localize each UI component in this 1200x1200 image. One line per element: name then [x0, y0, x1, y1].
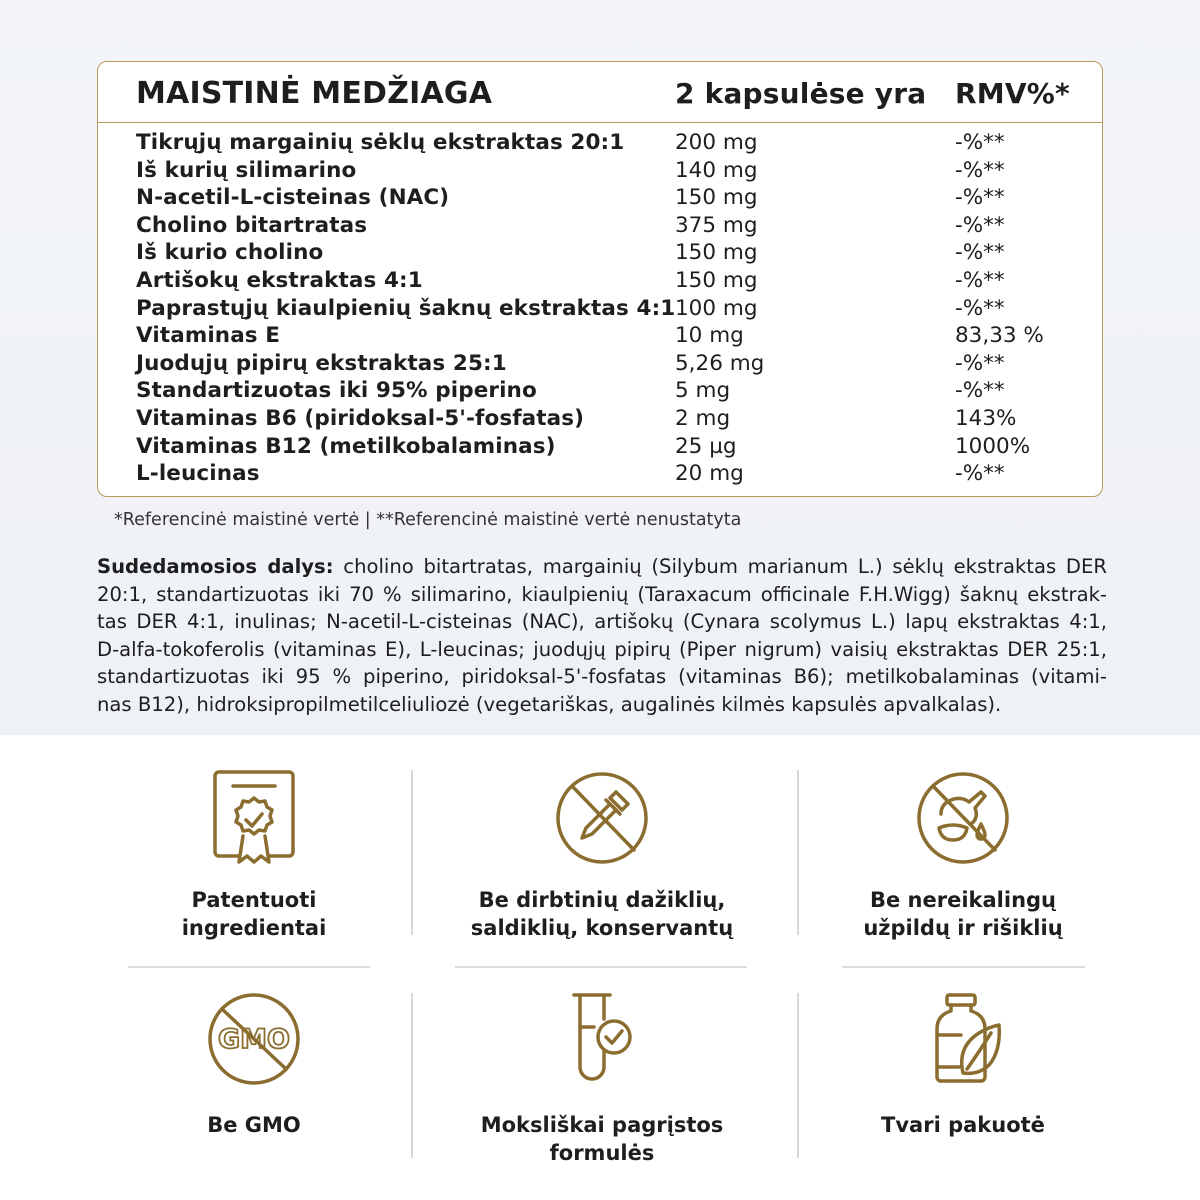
nutrient-rmv: -%**	[955, 185, 1005, 211]
nutrient-rmv: -%**	[955, 157, 1005, 183]
divider	[455, 966, 747, 968]
feature-label	[437, 1111, 767, 1167]
table-row	[98, 433, 1102, 461]
feature-label	[798, 1111, 1128, 1139]
nutrient-name: Artišokų ekstraktas 4:1	[136, 267, 423, 293]
feature-no-gmo	[89, 991, 419, 1139]
no-filler-icon	[915, 770, 1011, 866]
nutrient-name: Standartizuotas iki 95% piperino	[136, 378, 537, 404]
feature-label-line: Moksliškai pagrįstos	[480, 1113, 724, 1137]
table-row	[98, 377, 1102, 405]
table-row	[98, 212, 1102, 240]
divider	[128, 966, 370, 968]
nutrient-rmv: -%**	[955, 240, 1005, 266]
nutrient-name: Iš kurio cholino	[136, 240, 324, 266]
nutrient-rmv: 83,33 %	[955, 323, 1044, 349]
table-row	[98, 184, 1102, 212]
table-row	[98, 239, 1102, 267]
certificate-icon	[209, 770, 299, 866]
feature-label	[437, 886, 767, 942]
nutrient-name: Vitaminas B12 (metilkobalaminas)	[136, 433, 556, 459]
nutrient-amount: 150 mg	[675, 267, 758, 293]
nutrient-rmv: 1000%	[955, 433, 1031, 459]
nutrient-rmv: -%**	[955, 212, 1005, 238]
table-header	[98, 62, 1102, 123]
header-nutrient: MAISTINĖ MEDŽIAGA	[136, 76, 493, 111]
feature-label-line: Be dirbtinių dažiklių,	[478, 888, 726, 912]
ingredients-line: tas DER 4:1, inulinas; N-acetil-L-cisteinas (NAC), artišokų (Cynara scolymus L.) lapų ekstraktas 4:1,	[97, 610, 1107, 633]
header-amount: 2 kapsulėse yra	[675, 77, 927, 110]
test-tube-check-icon	[554, 991, 650, 1087]
nutrient-amount: 140 mg	[675, 157, 758, 183]
footnote: *Referencinė maistinė vertė | **Referencinė maistinė vertė nenustatyta	[114, 510, 742, 530]
nutrient-name: Iš kurių silimarino	[136, 157, 357, 183]
table-row	[98, 460, 1102, 488]
feature-label-line: Be nereikalingų	[869, 888, 1057, 912]
feature-science-based	[437, 991, 767, 1167]
nutrient-name: Vitaminas B6 (piridoksal-5'-fosfatas)	[136, 405, 585, 431]
feature-label-line: Patentuoti	[191, 888, 317, 912]
gmo-text: GMO	[218, 1024, 290, 1055]
table-row	[98, 350, 1102, 378]
nutrient-rmv: -%**	[955, 350, 1005, 376]
nutrient-rmv: -%**	[955, 461, 1005, 487]
ingredients-text	[97, 553, 1107, 718]
feature-label-line: Be GMO	[207, 1113, 301, 1137]
feature-label	[89, 886, 419, 942]
nutrient-rmv: 143%	[955, 405, 1017, 431]
feature-label-line: užpildų ir rišiklių	[863, 916, 1063, 940]
ingredients-line: 20:1, standartizuotas iki 70 % silimarino, kiaulpienių (Taraxacum officinale F.H.Wigg) šaknų ekstrak-	[97, 582, 1107, 606]
table-row	[98, 267, 1102, 295]
nutrient-name: Paprastųjų kiaulpienių šaknų ekstraktas 4:1	[136, 295, 676, 321]
no-dropper-icon	[554, 770, 650, 866]
nutrient-amount: 10 mg	[675, 323, 744, 349]
nutrient-rmv: -%**	[955, 267, 1005, 293]
nutrition-table	[97, 61, 1103, 497]
nutrient-rmv: -%**	[955, 378, 1005, 404]
nutrient-amount: 100 mg	[675, 295, 758, 321]
nutrient-rmv: -%**	[955, 295, 1005, 321]
table-row	[98, 129, 1102, 157]
feature-no-fillers	[798, 770, 1128, 942]
nutrient-name: Juodųjų pipirų ekstraktas 25:1	[136, 350, 507, 376]
ingredients-label: Sudedamosios dalys:	[97, 555, 334, 578]
feature-label-line: saldiklių, konservantų	[470, 916, 734, 940]
feature-label	[798, 886, 1128, 942]
table-row	[98, 322, 1102, 350]
nutrient-rmv: -%**	[955, 130, 1005, 155]
feature-label	[89, 1111, 419, 1139]
nutrient-amount: 20 mg	[675, 461, 744, 487]
ingredients-line	[97, 553, 1107, 581]
nutrient-amount: 150 mg	[675, 185, 758, 211]
header-rmv: RMV%*	[955, 77, 1070, 110]
table-body	[98, 129, 1102, 488]
table-row	[98, 157, 1102, 185]
nutrient-amount: 375 mg	[675, 212, 758, 238]
nutrient-name: L-leucinas	[136, 461, 260, 487]
ingredients-line: nas B12), hidroksipropilmetilceliuliozė (vegetariškas, augalinės kilmės kapsulės apvalkalas).	[97, 692, 1002, 716]
ingredients-line: standartizuotas iki 95 % piperino, piridoksal-5'-fosfatas (vitaminas B6); metilkobalaminas (vitami-	[97, 665, 1107, 688]
nutrient-amount: 150 mg	[675, 240, 758, 266]
nutrient-amount: 2 mg	[675, 405, 731, 431]
feature-sustainable-packaging	[798, 991, 1128, 1139]
nutrient-amount: 25 µg	[675, 433, 737, 459]
table-row	[98, 405, 1102, 433]
no-gmo-icon	[206, 991, 302, 1087]
nutrient-name: Tikrųjų margainių sėklų ekstraktas 20:1	[136, 130, 625, 155]
ingredients-line: D-alfa-tokoferolis (vitaminas E), L-leucinas; juodųjų pipirų (Piper nigrum) vaisių ekstraktas DER 25:1,	[97, 637, 1107, 661]
jar-leaf-icon	[915, 991, 1011, 1087]
feature-label-line: ingredientai	[181, 916, 327, 940]
nutrient-name: Cholino bitartratas	[136, 212, 368, 238]
feature-no-additives	[437, 770, 767, 942]
nutrient-name: N-acetil-L-cisteinas (NAC)	[136, 185, 450, 211]
feature-label-line: Tvari pakuotė	[881, 1113, 1045, 1137]
nutrient-name: Vitaminas E	[136, 323, 281, 349]
nutrient-amount: 5 mg	[675, 378, 731, 404]
feature-patented	[89, 770, 419, 942]
divider	[842, 966, 1085, 968]
nutrient-amount: 200 mg	[675, 130, 758, 155]
nutrient-amount: 5,26 mg	[675, 350, 765, 376]
features-grid	[0, 735, 1200, 1200]
feature-label-line: formulės	[549, 1141, 655, 1165]
table-row	[98, 295, 1102, 323]
ingredients-line-text: cholino bitartratas, margainių (Silybum marianum L.) sėklų ekstraktas DER	[343, 555, 1108, 578]
